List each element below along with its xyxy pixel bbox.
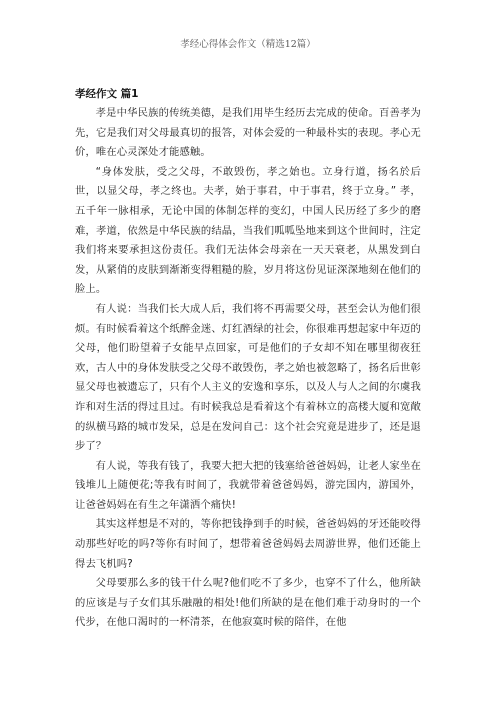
paragraph: 父母要那么多的钱干什么呢?他们吃不了多少，也穿不了什么，他所缺的应该是与子女们其乐融融的相处!他们所缺的是在他们难于动身时的一个代步，在他口渴时的一杯清茶，在他寂寞时候的陪伴，在他 xyxy=(75,577,421,629)
paragraph: 其实这样想是不对的，等你把钱挣到手的时候，爸爸妈妈的牙还能咬得动那些好吃的吗?等你有时间了，想带着爸爸妈妈去周游世界，他们还能上得去飞机吗? xyxy=(75,518,421,570)
body-text xyxy=(75,104,421,633)
paragraph: 有人说：当我们长大成人后，我们将不再需要父母，甚至会认为他们很烦。有时候看着这个纸醉金迷、灯红酒绿的社会，你很难再想起家中年迈的父母，他们盼望着子女能早点回家，可是他们的子女却不知在哪里彻夜狂欢，古人中的身体发肤受之父母不敢毁伤，孝之始也被忽略了，扬名后世彰显父母也被遗忘了，只有个人主义的安逸和享乐，以及人与人之间的尔虞我诈和对生活的得过且过。有时候我总是看着这个有着林立的高楼大厦和宽敞的纵横马路的城市发呆，总是在发问自己：这个社会究竟是进步了，还是退步了？ xyxy=(75,302,421,453)
paragraph: 孝是中华民族的传统美德，是我们用毕生经历去完成的使命。百善孝为先，它是我们对父母最真切的报答，对体会爱的一种最朴实的表现。孝心无价，唯在心灵深处才能感触。 xyxy=(75,107,421,159)
section-heading: 孝经作文 篇1 xyxy=(75,88,139,100)
document-title: 孝经心得体会作文（精选12篇） xyxy=(180,39,316,50)
paragraph: 有人说，等我有钱了，我要大把大把的钱塞给爸爸妈妈，让老人家坐在钱堆儿上随便花;等我有时间了，我就带着爸爸妈妈，游完国内，游国外，让爸爸妈妈在有生之年潇洒个痛快! xyxy=(75,459,421,511)
paragraph: “身体发肤，受之父母，不敢毁伤，孝之始也。立身行道，扬名於后世，以显父母，孝之终也。夫孝，始于事君，中于事君，终于立身。” 孝，五千年一脉相承，无论中国的体制怎样的变幻，中国人民历经了多少的磨难，孝道，依然是中华民族的结晶，当我们呱呱坠地来到这个世间时，注定我们将来要承担这份责任。我们无法体会母亲在一天天衰老，从黑发到白发，从紧俏的皮肤到渐渐变得粗糙的脸，岁月将这份见证深深地刻在他们的脸上。 xyxy=(75,165,421,296)
